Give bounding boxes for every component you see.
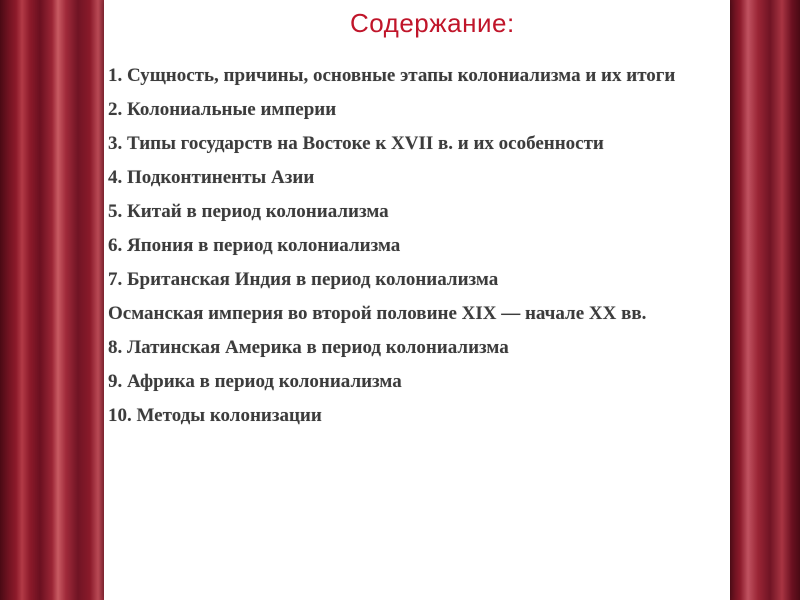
list-item: 1. Сущность, причины, основные этапы колониализма и их итоги xyxy=(108,65,676,86)
list-item: 6. Япония в период колониализма xyxy=(108,235,401,256)
list-item: 2. Колониальные империи xyxy=(108,99,337,120)
list-item: 10. Методы колонизации xyxy=(108,405,322,426)
list-item: 8. Латинская Америка в период колониализма xyxy=(108,337,509,358)
list-item: Османская империя во второй половине XIX — начале XX вв. xyxy=(108,303,647,324)
slide-title: Содержание: xyxy=(350,8,515,38)
list-item: 3. Типы государств на Востоке к XVII в. и их особенности xyxy=(108,133,604,154)
contents-list xyxy=(108,64,798,438)
list-item: 9. Африка в период колониализма xyxy=(108,371,402,392)
list-item: 4. Подконтиненты Азии xyxy=(108,167,315,188)
list-item: 5. Китай в период колониализма xyxy=(108,201,389,222)
list-item: 7. Британская Индия в период колониализма xyxy=(108,269,499,290)
curtain-left xyxy=(0,0,115,600)
